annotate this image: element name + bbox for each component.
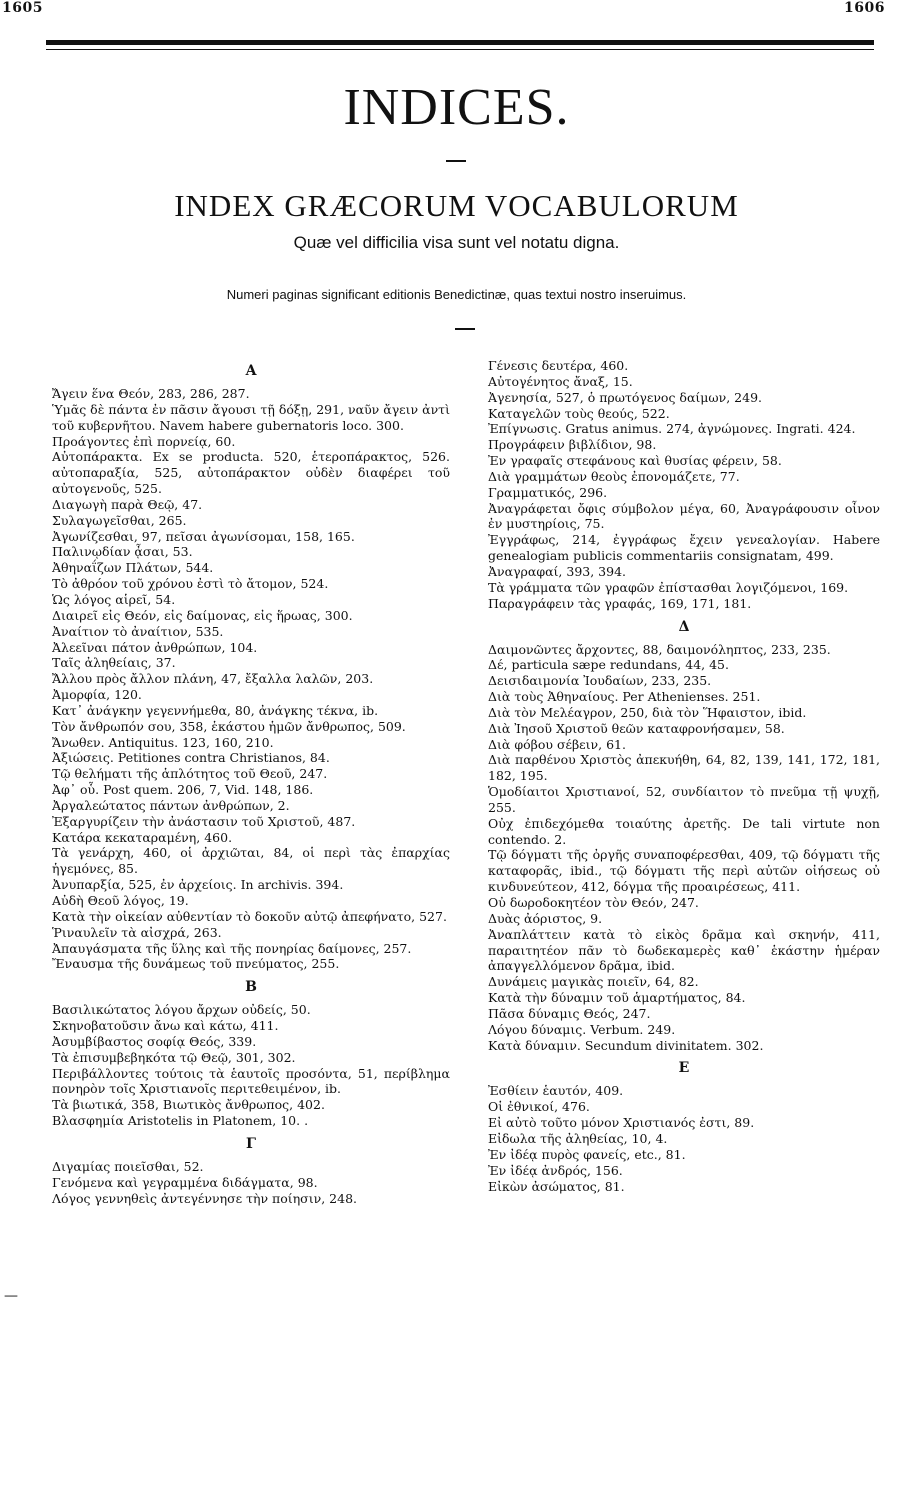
index-entry: Ἀθηναΐζων Πλάτων, 544. — [52, 560, 214, 576]
index-entry: Καταγελῶν τοὺς θεούς, 522. — [488, 405, 670, 421]
page-title: INDICES. — [343, 79, 570, 136]
index-entry: Κατ᾽ ἀνάγκην γεγεννήμεθα, 80, ἀνάγκης τέκνα, ib. — [52, 702, 379, 718]
index-entry: Ἐσθίειν ἑαυτόν, 409. — [488, 1083, 624, 1099]
index-entry: Εἰδωλα τῆς ἀληθείας, 10, 4. — [488, 1130, 668, 1146]
header-rule-thin — [46, 49, 874, 50]
index-entry: Ὡς λόγος αἱρεῖ, 54. — [52, 591, 176, 607]
index-subtitle: Quæ vel difficilia visa sunt vel notatu digna. — [293, 233, 620, 252]
index-entry: Συλαγωγεῖσθαι, 265. — [52, 512, 187, 528]
index-entry: Ὑμᾶς δὲ πάντα ἐν πᾶσιν ἄγουσι τῇ δόξῃ, 291, ναῦν ἄγειν ἀντὶ τοῦ κυβερνῆτου. Navem habere gubernatoris loco. 300. — [52, 401, 450, 433]
index-entry: Λόγος γεννηθεὶς ἀντεγέννησε τὴν ποίησιν, 248. — [52, 1190, 357, 1206]
index-entry: Ἐγγράφως, 214, ἐγγράφως ἔχειν γενεαλογίαν. Habere genealogiam publicis commentariis consignatam, 499. — [488, 532, 880, 564]
index-entry: Ἀγενησία, 527, ὁ πρωτόγενος δαίμων, 249. — [488, 389, 762, 405]
index-entry: Προάγοντες ἐπὶ πορνείᾳ, 60. — [52, 433, 236, 449]
index-entry: Κατὰ δύναμιν. Secundum divinitatem. 302. — [488, 1037, 764, 1053]
index-entry: Ῥιναυλεῖν τὰ αἰσχρά, 263. — [52, 924, 222, 940]
index-entry: Ἐν ἰδέᾳ ἀνδρός, 156. — [488, 1162, 623, 1178]
index-entry: Διὰ τοὺς Ἀθηναίους. Per Athenienses. 251. — [488, 689, 761, 705]
header-rule-thick — [46, 40, 874, 45]
margin-mark: — — [4, 1288, 18, 1304]
index-entry: Ἀσυμβίβαστος σοφίᾳ Θεός, 339. — [52, 1033, 257, 1049]
index-entry: Ἀνυπαρξία, 525, ἐν ἀρχείοις. In archivis. 394. — [52, 877, 344, 893]
index-entry: Πᾶσα δύναμις Θεός, 247. — [488, 1005, 651, 1021]
index-entry: Δυνάμεις μαγικὰς ποιεῖν, 64, 82. — [488, 974, 699, 990]
index-entry: Κατὰ τὴν οἰκείαν αὐθεντίαν τὸ δοκοῦν αὐτῷ ἀπεφήνατο, 527. — [52, 908, 447, 924]
page-number-left: 1605 — [2, 0, 43, 16]
index-entry: Ἀπαυγάσματα τῆς ὕλης καὶ τῆς πονηρίας δαίμονες, 257. — [52, 940, 412, 956]
index-entry: Δαιμονῶντες ἄρχοντες, 88, δαιμονόληπτος, 233, 235. — [488, 641, 831, 657]
index-entry: Αὐτογένητος ἄναξ, 15. — [488, 373, 633, 389]
index-entry: Βασιλικώτατος λόγου ἄρχων οὐδείς, 50. — [52, 1002, 311, 1018]
index-entry: Διὰ παρθένου Χριστὸς ἀπεκυήθη, 64, 82, 139, 141, 172, 181, 182, 195. — [488, 752, 880, 784]
index-entry: Ταῖς ἀληθείαις, 37. — [52, 655, 176, 671]
index-note: Numeri paginas significant editionis Benedictinæ, quas textui nostro inseruimus. — [226, 287, 687, 302]
page-number-right: 1606 — [844, 0, 885, 16]
index-entry: Ἔναυσμα τῆς δυνάμεως τοῦ πνεύματος, 255. — [52, 956, 340, 972]
index-entry: Κατὰ τὴν δύναμιν τοῦ ἁμαρτήματος, 84. — [488, 990, 746, 1006]
index-entry: Ἀναπλάττειν κατὰ τὸ εἰκὸς δρᾶμα καὶ σκηνήν, 411, παραιτητέον πᾶν τὸ δωδεκαμερὲς καθ᾽ ἑκάστην ἡμέραν ἀπαγγελλόμενον δρᾶμα, ibid. — [488, 926, 880, 974]
index-entry: Διγαμίας ποιεῖσθαι, 52. — [52, 1158, 204, 1174]
index-entry: Κατάρα κεκαταραμένη, 460. — [52, 829, 233, 845]
index-entry: Αὐτοπάρακτα. Ex se producta. 520, ἑτεροπάρακτος, 526. αὐτοπαραξία, 525, αὐτοπάρακτον οὐδὲν διαφέρει τοῦ αὐτογενοῦς, 525. — [52, 449, 450, 497]
index-entry: Διὰ τὸν Μελέαγρον, 250, διὰ τὸν Ἥφαιστον, ibid. — [488, 704, 807, 720]
section-letter: B — [245, 979, 257, 996]
index-entry: Διὰ γραμμάτων θεοὺς ἐπονομάζετε, 77. — [488, 468, 740, 484]
index-entry: Ἐν γραφαῖς στεφάνους καὶ θυσίας φέρειν, 58. — [488, 453, 782, 469]
index-entry: Βλασφημία Aristotelis in Platonem, 10. . — [52, 1113, 309, 1129]
index-title: INDEX GRÆCORUM VOCABULORUM — [174, 188, 739, 223]
index-entry: Διὰ φόβου σέβειν, 61. — [488, 736, 626, 752]
index-entry: Διαγωγὴ παρὰ Θεῷ, 47. — [52, 496, 203, 512]
index-entry: Αὐδὴ Θεοῦ λόγος, 19. — [52, 893, 189, 908]
index-entry: Οὐχ ἐπιδεχόμεθα τοιαύτης ἀρετῆς. De tali virtute non contendo. 2. — [488, 815, 880, 847]
index-entry: Εἰκὼν ἀσώματος, 81. — [488, 1178, 625, 1194]
index-entry: Ἀναγραφαί, 393, 394. — [488, 563, 627, 579]
index-entry: Παραγράφειν τὰς γραφάς, 169, 171, 181. — [488, 595, 752, 611]
subtitle-divider — [455, 328, 475, 330]
index-entry: Ἀξιώσεις. Petitiones contra Christianos, 84. — [52, 750, 330, 766]
index-entry: Προγράφειν βιβλίδιον, 98. — [488, 437, 657, 453]
title-divider — [446, 160, 466, 162]
index-entry: Διαιρεῖ εἰς Θεόν, εἰς δαίμονας, εἰς ἥρωας, 300. — [52, 607, 353, 623]
index-entry: Δέ, particula sæpe redundans, 44, 45. — [488, 657, 729, 673]
index-entry: Ἀγωνίζεσθαι, 97, πεῖσαι ἀγωνίσομαι, 158, 165. — [52, 528, 355, 544]
index-entry: Τὰ ἐπισυμβεβηκότα τῷ Θεῷ, 301, 302. — [52, 1049, 296, 1065]
index-entry: Παλινῳδίαν ᾆσαι, 53. — [52, 544, 193, 560]
index-entry: Τὸ ἀθρόον τοῦ χρόνου ἐστὶ τὸ ἄτομον, 524. — [52, 576, 329, 592]
index-entry: Ἀφ᾽ οὗ. Post quem. 206, 7, Vid. 148, 186. — [52, 782, 314, 798]
right-column — [488, 358, 880, 1194]
index-entry: Τὰ γράμματα τῶν γραφῶν ἐπίστασθαι λογιζόμενοι, 169. — [488, 579, 849, 595]
index-entry: Ἄλλου πρὸς ἄλλον πλάνη, 47, ἔξαλλα λαλῶν, 203. — [52, 671, 374, 687]
index-entry: Γένεσις δευτέρα, 460. — [488, 358, 629, 373]
index-entry: Ὁμοδίαιτοι Χριστιανοί, 52, συνδίαιτον τὸ πνεῦμα τῇ ψυχῇ, 255. — [488, 784, 880, 815]
index-entry: Εἰ αὐτὸ τοῦτο μόνον Χριστιανός ἐστι, 89. — [488, 1115, 755, 1131]
index-entry: Ἐξαργυρίζειν τὴν ἀνάστασιν τοῦ Χριστοῦ, 487. — [52, 813, 356, 829]
index-entry: Γενόμενα καὶ γεγραμμένα διδάγματα, 98. — [52, 1174, 318, 1190]
section-letter: E — [678, 1060, 690, 1077]
index-entry: Δεισιδαιμονία Ἰουδαίων, 233, 235. — [488, 673, 712, 689]
index-entry: Ἐπίγνωσις. Gratus animus. 274, ἀγνώμονες. Ingrati. 424. — [488, 421, 856, 437]
index-entry: Ἄγειν ἕνα Θεόν, 283, 286, 287. — [52, 386, 250, 401]
left-column — [52, 356, 450, 1207]
index-entry: Ἀργαλεώτατος πάντων ἀνθρώπων, 2. — [52, 797, 290, 813]
index-entry: Περιβάλλοντες τούτοις τὰ ἑαυτοῖς προσόντα, 51, περίβλημα πονηρὸν τοῖς Χριστιανοῖς περιτεθειμένον, ib. — [52, 1065, 450, 1097]
index-entry: Οἱ ἐθνικοί, 476. — [488, 1099, 590, 1115]
index-entry: Τὸν ἄνθρωπόν σου, 358, ἑκάστου ἡμῶν ἄνθρωπος, 509. — [52, 718, 406, 734]
section-letter: A — [245, 363, 257, 379]
index-entry: Τῷ δόγματι τῆς ὀργῆς συναποφέρεσθαι, 409, τῷ δόγματι τῆς καταφορᾶς, ibid., τῷ δόγματι τῆς περὶ αὐτῶν οἰήσεως οὐ κινδυνεύτεον, 412, δόγμα τῆς προαιρέσεως, 411. — [488, 847, 880, 895]
index-entry: Λόγου δύναμις. Verbum. 249. — [488, 1021, 676, 1037]
index-entry: Γραμματικός, 296. — [488, 484, 608, 500]
index-entry: Τὰ γενάρχη, 460, οἱ ἀρχιῶται, 84, οἱ περὶ τὰς ἐπαρχίας ἡγεμόνες, 85. — [52, 845, 450, 877]
section-letter: Γ — [246, 1135, 256, 1152]
index-entry: Σκηνοβατοῦσιν ἄνω καὶ κάτω, 411. — [52, 1018, 279, 1034]
index-entry: Ἀναγράφεται ὄφις σύμβολον μέγα, 60, Ἀναγράφουσιν οἶνον ἐν μυστηρίοις, 75. — [488, 500, 880, 532]
index-entry: Ἐν ἰδέᾳ πυρὸς φανείς, etc., 81. — [488, 1146, 686, 1162]
section-letter: Δ — [678, 618, 690, 635]
index-entry: Δυὰς ἀόριστος, 9. — [488, 910, 603, 926]
index-entry: Ἄνωθεν. Antiquitus. 123, 160, 210. — [52, 734, 274, 750]
index-entry: Διὰ Ἰησοῦ Χριστοῦ θεῶν καταφρονήσαμεν, 58. — [488, 720, 785, 736]
index-entry: Τὰ βιωτικά, 358, Βιωτικὸς ἄνθρωπος, 402. — [52, 1097, 325, 1113]
index-entry: Τῷ θελήματι τῆς ἁπλότητος τοῦ Θεοῦ, 247. — [52, 766, 328, 782]
index-entry: Ἀναίτιον τὸ ἀναίτιον, 535. — [52, 623, 224, 639]
index-entry: Ἀμορφία, 120. — [52, 687, 142, 703]
index-entry: Ἀλεεῖναι πάτον ἀνθρώπων, 104. — [52, 639, 258, 655]
index-entry: Οὐ δωροδοκητέον τὸν Θεόν, 247. — [488, 895, 699, 910]
